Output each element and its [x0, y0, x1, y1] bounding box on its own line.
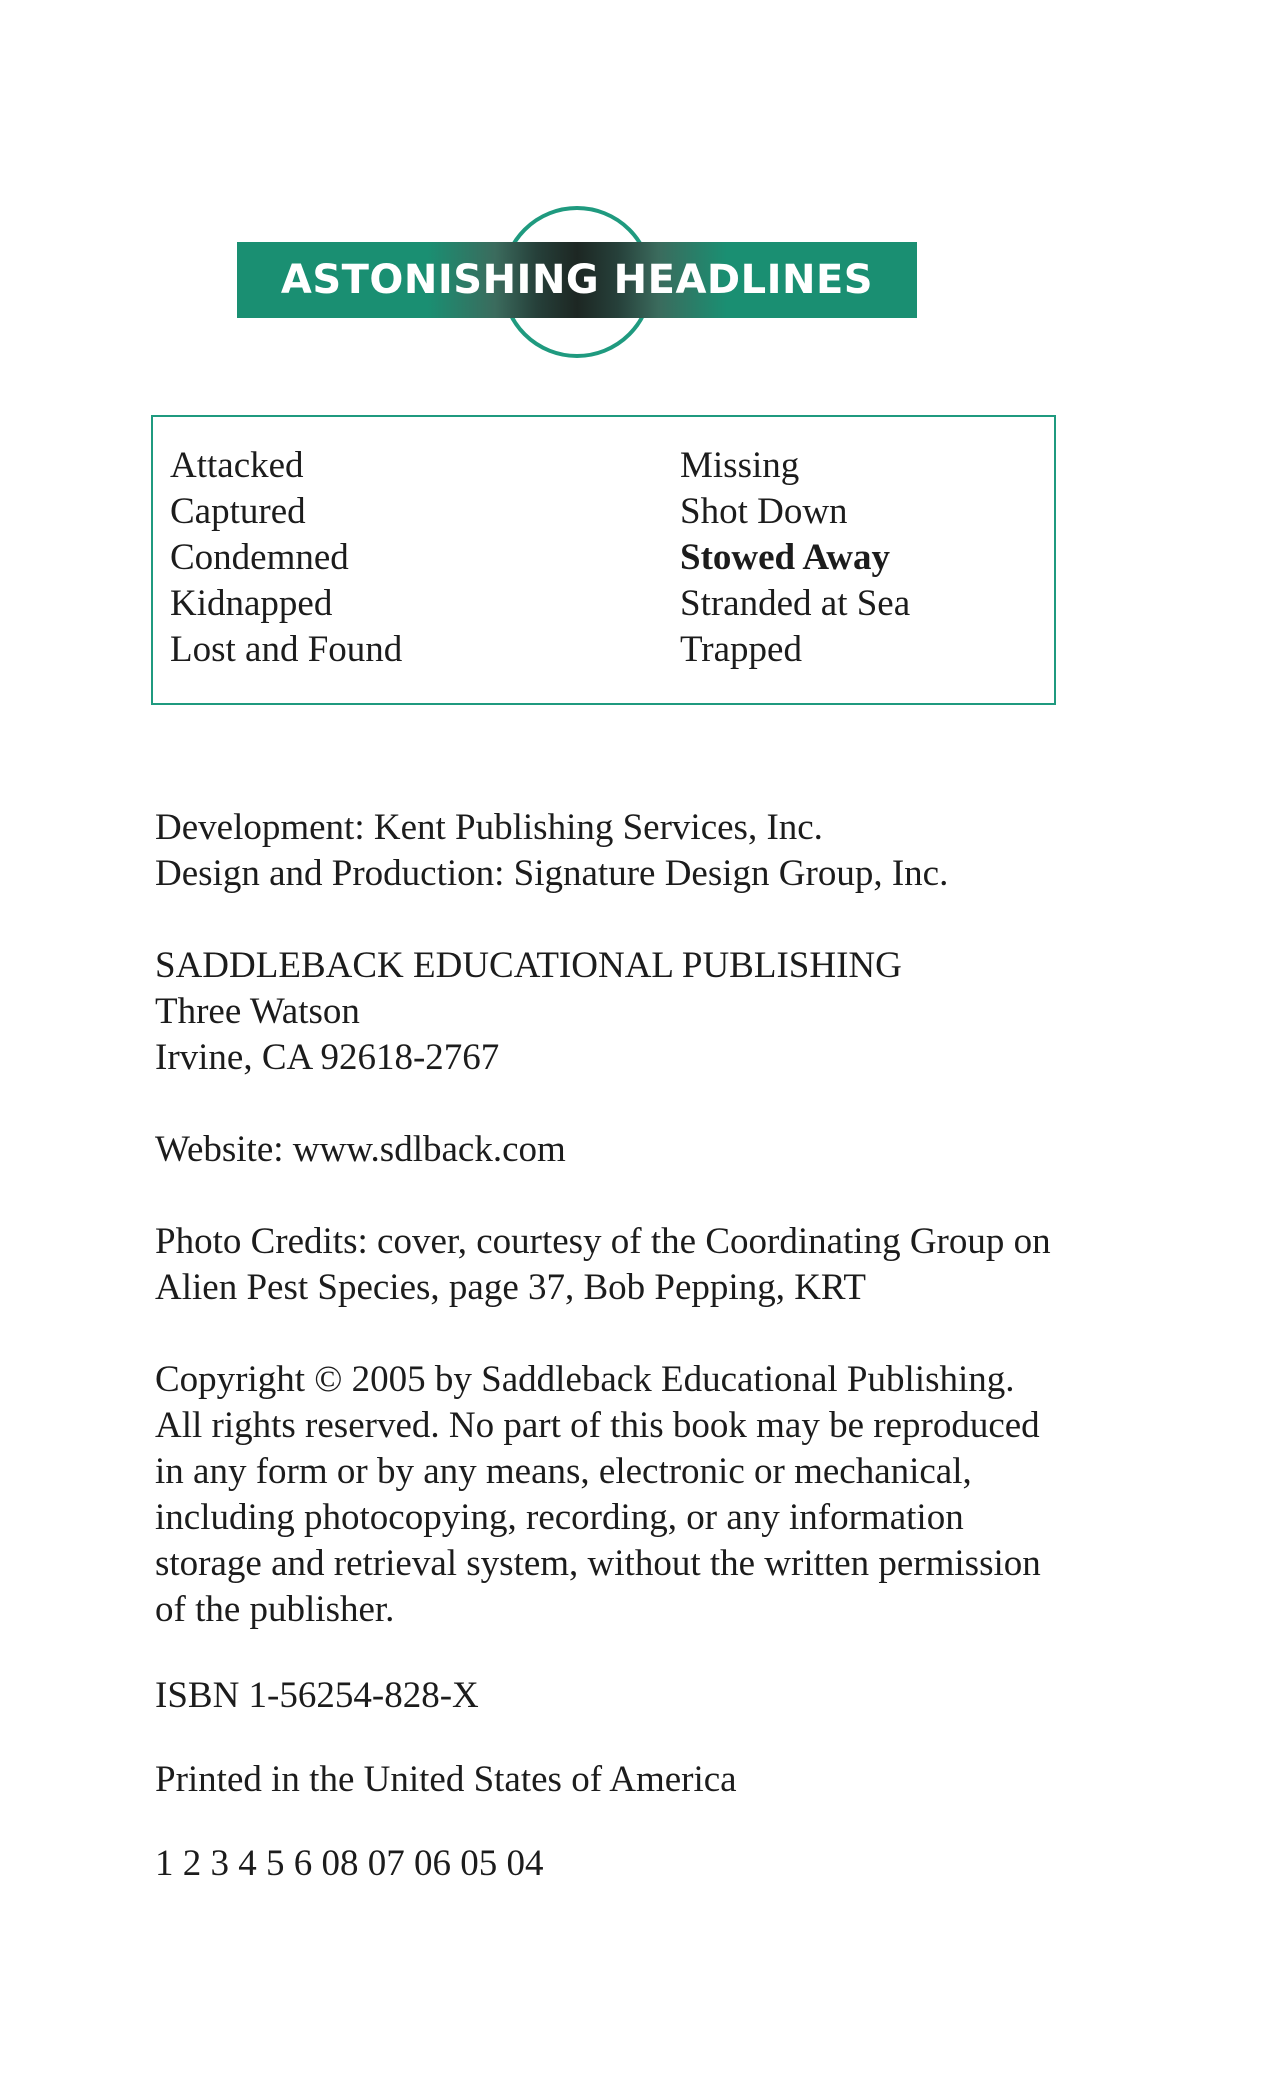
isbn: ISBN 1-56254-828-X — [155, 1675, 479, 1716]
copyright-line: Copyright © 2005 by Saddleback Educational Publishing. — [155, 1359, 1015, 1400]
website: Website: www.sdlback.com — [155, 1129, 566, 1170]
copyright-page-text — [155, 805, 1095, 1887]
publisher-address-line1: Three Watson — [155, 991, 360, 1032]
title-item-current: Stowed Away — [680, 537, 891, 578]
title-item: Attacked — [170, 445, 304, 486]
copyright-line: storage and retrieval system, without the written permission — [155, 1543, 1041, 1584]
copyright-line: of the publisher. — [155, 1589, 395, 1630]
copyright-line: in any form or by any means, electronic or mechanical, — [155, 1451, 972, 1492]
printed-in: Printed in the United States of America — [155, 1759, 737, 1800]
title-item: Condemned — [170, 537, 349, 578]
series-title: ASTONISHING HEADLINES — [280, 257, 874, 303]
series-logo — [237, 204, 917, 360]
development-credit: Development: Kent Publishing Services, Inc. — [155, 807, 823, 848]
title-item: Missing — [680, 445, 800, 486]
title-item: Shot Down — [680, 491, 848, 532]
photo-credits-line: Alien Pest Species, page 37, Bob Pepping, KRT — [155, 1267, 866, 1308]
photo-credits-line: Photo Credits: cover, courtesy of the Coordinating Group on — [155, 1221, 1051, 1262]
publisher-name: SADDLEBACK EDUCATIONAL PUBLISHING — [155, 945, 902, 986]
titles-column-right — [680, 443, 910, 673]
title-item: Lost and Found — [170, 629, 403, 670]
copyright-line: including photocopying, recording, or any information — [155, 1497, 964, 1538]
title-item: Kidnapped — [170, 583, 333, 624]
series-titles-box — [151, 415, 1056, 705]
printing-line: 1 2 3 4 5 6 08 07 06 05 04 — [155, 1843, 544, 1884]
title-item: Captured — [170, 491, 306, 532]
title-item: Trapped — [680, 629, 802, 670]
copyright-line: All rights reserved. No part of this book may be reproduced — [155, 1405, 1040, 1446]
title-item: Stranded at Sea — [680, 583, 911, 624]
publisher-address-line2: Irvine, CA 92618-2767 — [155, 1037, 500, 1078]
titles-column-left — [170, 443, 402, 673]
design-credit: Design and Production: Signature Design Group, Inc. — [155, 853, 949, 894]
